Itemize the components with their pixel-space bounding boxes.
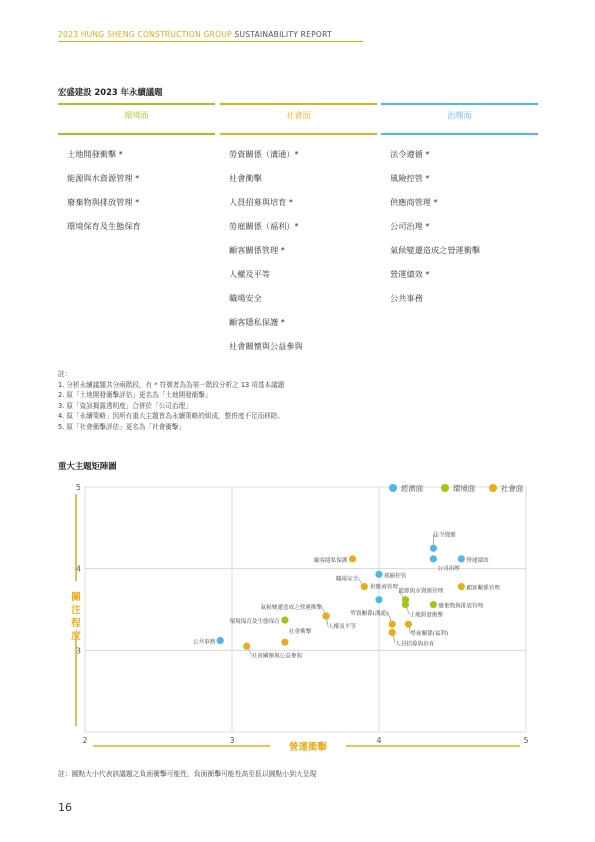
data-point-label: 顧客隱私保護	[313, 557, 348, 564]
topic-item: 土地開發衝擊 *	[67, 149, 123, 159]
data-point-label: 供應商管理	[370, 584, 398, 591]
data-point	[217, 637, 224, 644]
matrix-title: 重大主題矩陣圖	[58, 461, 117, 471]
column-top-bar-environment	[58, 103, 215, 105]
data-point	[389, 621, 396, 628]
y-tick-label: 3	[75, 646, 81, 656]
data-point-label: 廢棄物與排放管理	[438, 603, 484, 610]
legend-label: 環境面	[453, 484, 476, 493]
legend-label: 經濟面	[401, 484, 424, 493]
x-tick-label: 2	[82, 736, 88, 745]
data-point	[243, 643, 250, 650]
data-point-label: 社會關懷與公益參與	[251, 653, 303, 660]
note-line: 3. 原「資訊揭露透明度」合併於「公司治理」	[58, 401, 192, 410]
column-bottom-bar-environment	[58, 133, 215, 135]
topics-title: 宏盛建設 2023 年永續議題	[58, 87, 163, 97]
topic-item: 勞資關係（溝通）*	[229, 149, 299, 159]
topic-item: 顧客關係管理 *	[229, 245, 285, 255]
data-point-label: 營運績效	[466, 557, 489, 564]
topic-item: 法令遵循 *	[390, 149, 430, 159]
data-point	[405, 621, 412, 628]
column-bottom-bar-social	[220, 133, 377, 135]
topic-item: 勞雇關係（福利）*	[229, 221, 299, 231]
y-axis-title-char: 注	[71, 605, 81, 616]
column-header-governance: 治理面	[447, 110, 472, 120]
column-top-bar-social	[220, 103, 377, 105]
data-point-label: 風險控管	[384, 573, 407, 580]
materiality-matrix-chart	[0, 476, 595, 776]
legend-label: 社會面	[501, 484, 524, 493]
x-axis-title: 營運衝擊	[288, 742, 328, 753]
data-point-label: 土地開發衝擊	[409, 612, 444, 619]
data-point-label: 職場安全	[335, 576, 359, 583]
topic-notes	[58, 369, 284, 433]
data-point	[458, 583, 465, 590]
y-axis-title-char: 度	[71, 631, 81, 642]
topic-item: 供應商管理 *	[390, 197, 438, 207]
data-point	[322, 612, 329, 619]
topic-item: 人員招募與培育 *	[229, 197, 294, 207]
page-number: 16	[58, 801, 72, 814]
topic-item: 能源與水資源管理 *	[67, 173, 140, 183]
x-tick-label: 4	[376, 736, 382, 745]
x-tick-label: 5	[523, 736, 529, 745]
data-point	[375, 596, 382, 603]
data-point	[430, 555, 437, 562]
data-point-label: 氣候變遷造成之營運衝擊	[260, 605, 323, 612]
y-tick-label: 5	[75, 483, 81, 492]
data-point	[349, 555, 356, 562]
report-header	[58, 30, 332, 39]
column-header-environment: 環境面	[124, 110, 149, 120]
topic-item: 環境保育及生態保育	[67, 221, 141, 231]
y-axis-title-char: 關	[71, 592, 81, 603]
data-point-label: 能源與水資源管理	[398, 588, 444, 595]
y-tick-label: 4	[75, 564, 81, 574]
header-report-name: SUSTAINABILITY REPORT	[234, 30, 332, 39]
column-header-social: 社會面	[286, 110, 311, 120]
x-tick-label: 3	[229, 736, 235, 745]
data-point-label: 法令遵循	[433, 532, 456, 539]
data-point	[430, 545, 437, 552]
data-point-label: 社會衝擊	[288, 629, 312, 636]
topic-item: 風險控管 *	[390, 173, 430, 183]
column-top-bar-governance	[381, 103, 538, 105]
note-line: 4. 原「永續策略」因所有重大主題皆為永續策略的組成，整併度不足而移除。	[58, 412, 284, 421]
topic-item: 營運績效 *	[390, 269, 430, 279]
data-point	[430, 601, 437, 608]
data-point	[281, 639, 288, 646]
note-line: 5. 原「社會衝擊評估」更名為「社會衝擊」	[58, 422, 186, 431]
legend-marker-1	[441, 484, 449, 492]
topic-item: 職場安全	[229, 293, 262, 303]
header-divider	[58, 41, 363, 42]
topic-item: 人權及平等	[229, 269, 270, 279]
topic-item: 社會關懷與公益參與	[229, 341, 303, 351]
legend-marker-2	[489, 484, 497, 492]
data-point	[281, 617, 288, 624]
note-line: 2. 原「土地開發衝擊評估」更名為「土地開發衝擊」	[58, 391, 212, 400]
topic-item: 顧客隱私保護 *	[229, 317, 285, 327]
topic-item: 公司治理 *	[390, 221, 430, 231]
data-point-label: 勞雇關係(福利)	[410, 631, 449, 638]
note-line: 1. 分析永續議題共分兩階段，有 * 符號者為為第一階段分析之 13 項基本議題	[58, 380, 285, 389]
data-point-label: 人員招募與培育	[395, 641, 435, 648]
data-point	[402, 601, 409, 608]
data-point-label: 人權及平等	[328, 624, 357, 631]
topic-item: 公共事務	[390, 293, 423, 303]
header-company: 2023 HUNG SHENG CONSTRUCTION GROUP	[58, 30, 232, 39]
data-point	[375, 571, 382, 578]
topic-item: 社會衝擊	[229, 173, 262, 183]
column-bottom-bar-governance	[381, 133, 538, 135]
topic-item: 氣候變遷造成之營運衝擊	[390, 245, 481, 255]
note-line: 註：	[58, 370, 72, 378]
data-point-label: 環境保育及生態保育	[229, 619, 280, 626]
data-point	[458, 555, 465, 562]
data-point-label: 公共事務	[192, 639, 216, 646]
matrix-footnote: 註：圓點大小代表該議題之負面衝擊可能性，負面衝擊可能性高至低以圓點小到大呈現	[58, 770, 317, 778]
legend-marker-0	[389, 484, 397, 492]
data-point-label: 公司治理	[437, 565, 460, 572]
y-axis-title-char: 程	[71, 618, 81, 629]
data-point-label: 顧客關係管理	[466, 585, 500, 592]
data-point	[361, 583, 368, 590]
topic-item: 廢棄物與排放管理 *	[67, 197, 140, 207]
data-point-label: 勞資關係(溝通)	[350, 611, 389, 618]
data-point	[389, 629, 396, 636]
